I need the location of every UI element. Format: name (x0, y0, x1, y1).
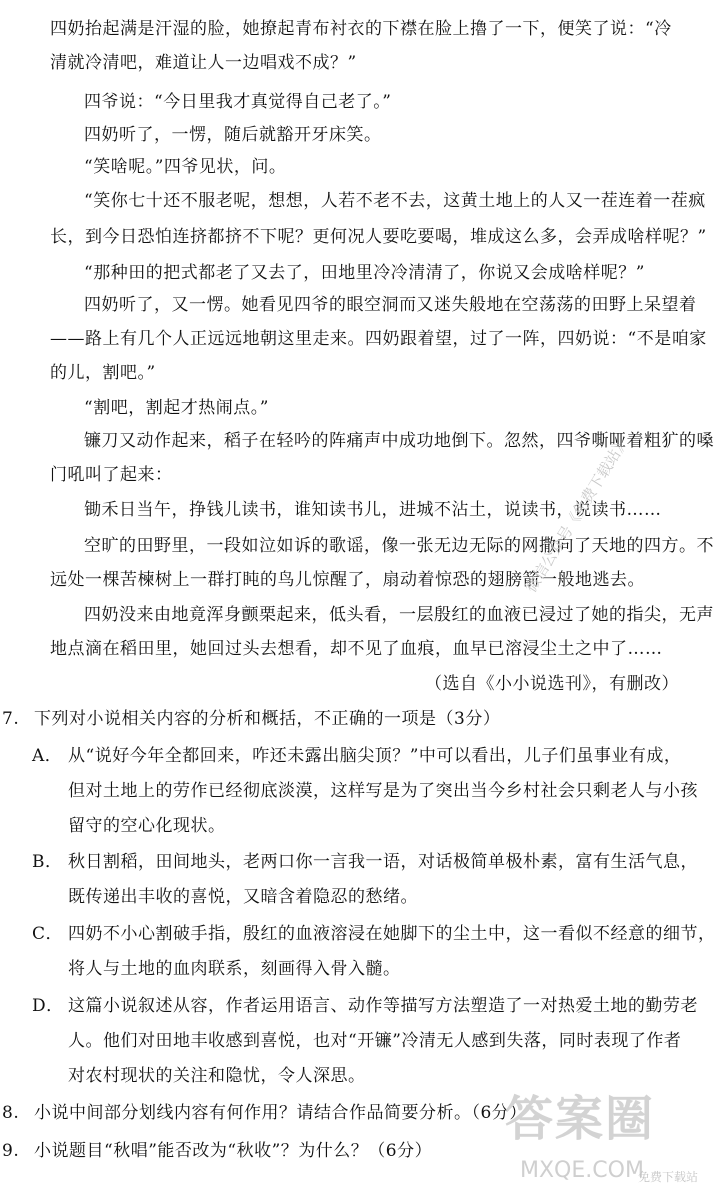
passage-line: “那种田的把式都老了又去了，田地里冷冷清清了，你说又会成啥样呢？” (84, 263, 645, 283)
passage-line: “笑啥呢。”四爷见状，问。 (84, 157, 287, 177)
passage-source: （选自《小小说选刊》，有删改） (425, 674, 679, 694)
passage-line: 门吼叫了起来： (50, 465, 173, 485)
option-a-text: 但对土地上的劳作已经彻底淡漠，这样写是为了突出当今乡村社会只剩老人与小孩 (68, 781, 698, 801)
option-text: 从“说好今年全都回来，咋还未露出脑尖顶？”中可以看出，儿子们虽事业有成， (68, 746, 682, 766)
question-number: 8. (2, 1103, 20, 1123)
passage-line: “割吧，割起才热闹点。” (84, 398, 269, 418)
option-b-text: 既传递出丰收的喜悦，又暗含着隐忍的愁绪。 (68, 887, 418, 907)
option-text: 秋日割稻，田间地头，老两口你一言我一语，对话极简单极朴素，富有生活气息， (68, 852, 698, 872)
passage-line: 四奶抬起满是汗湿的脸，她撩起青布衬衣的下襟在脸上擼了一下，便笑了说：“冷 (50, 19, 672, 39)
question-number: 9. (2, 1141, 20, 1161)
passage-line: 的儿，割吧。” (50, 363, 156, 383)
question-7 (0, 708, 500, 730)
option-a (32, 745, 681, 767)
option-label: C． (32, 924, 64, 944)
passage-line: 长，到今日恐怕连挤都挤不下呢？更何况人要吃要喝，堆成这么多，会弄成啥样呢？” (50, 227, 707, 247)
question-stem: 下列对小说相关内容的分析和概括，不正确的一项是（3分） (34, 709, 501, 729)
passage-line: 远处一棵苦楝树上一群打盹的鸟儿惊醒了，扇动着惊恐的翅膀箭一般地逃去。 (50, 570, 645, 590)
option-a-text: 留守的空心化现状。 (68, 816, 226, 836)
option-c-text: 将人与土地的血肉联系，刻画得入骨入髓。 (68, 959, 401, 979)
option-d-text: 人。他们对田地丰收感到喜悦，也对“开镰”冷清无人感到失落，同时表现了作者 (68, 1031, 682, 1051)
watermark-logo: 答案圈 (505, 1091, 656, 1147)
option-text: 四奶不小心割破手指，殷红的血液溶浸在她脚下的尘土中，这一看似不经意的细节， (68, 924, 716, 944)
question-stem: 小说题目“秋唱”能否改为“秋收”？为什么？（6分） (34, 1141, 433, 1161)
watermark-diagonal: 微信公众号《免费下载站》 (521, 433, 633, 596)
option-d-text: 对农村现状的关注和隐忧，令人深思。 (68, 1066, 366, 1086)
option-b (32, 851, 698, 873)
passage-line: 空旷的田野里，一段如泣如诉的歌谣，像一张无边无际的网撒向了天地的四方。不 (84, 536, 714, 556)
passage-line: 四奶听了，又一愣。她看见四爷的眼空洞而又迷失般地在空荡荡的田野上呆望着 (84, 295, 697, 315)
passage-line: “笑你七十还不服老呢，想想，人若不老不去，这黄土地上的人又一茬连着一茬疯 (84, 191, 706, 211)
passage-line: 镰刀又动作起来，稻子在轻吟的阵痛声中成功地倒下。忽然，四爷嘶哑着粗犷的嗓 (84, 431, 714, 451)
question-9 (0, 1140, 432, 1162)
watermark-site: MXQE.COM (520, 1158, 644, 1183)
option-label: B． (32, 852, 63, 872)
option-text: 这篇小说叙述从容，作者运用语言、动作等描写方法塑造了一对热爱土地的勤劳老 (68, 996, 698, 1016)
passage-line: 四奶听了，一愣，随后就豁开牙床笑。 (84, 125, 382, 145)
option-c (32, 923, 716, 945)
passage-line: 清就冷清吧，难道让人一边唱戏不成？” (50, 53, 357, 73)
passage-line: 四爷说：“今日里我才真觉得自己老了。” (84, 92, 392, 112)
option-d (32, 995, 698, 1017)
question-stem: 小说中间部分划线内容有何作用？请结合作品简要分析。（6分） (34, 1103, 527, 1123)
option-label: D． (32, 996, 64, 1016)
song-line: 锄禾日当午，挣钱儿读书，谁知读书儿，进城不沾土，说读书，说读书…… (84, 500, 662, 520)
passage-line: 地点滴在稻田里，她回过头去想看，却不见了血痕，血早已溶浸尘土之中了…… (50, 639, 663, 659)
option-label: A． (32, 746, 63, 766)
passage-line: 四奶没来由地竟浑身颤栗起来，低头看，一层殷红的血液已浸过了她的指尖，无声 (84, 605, 714, 625)
question-number: 7. (2, 709, 20, 729)
passage-line: ——路上有几个人正远远地朝这里走来。四奶跟着望，过了一阵，四奶说：“不是咱家 (50, 329, 707, 349)
question-8 (0, 1102, 527, 1124)
watermark-tag: 免费下载站 (638, 1170, 699, 1184)
